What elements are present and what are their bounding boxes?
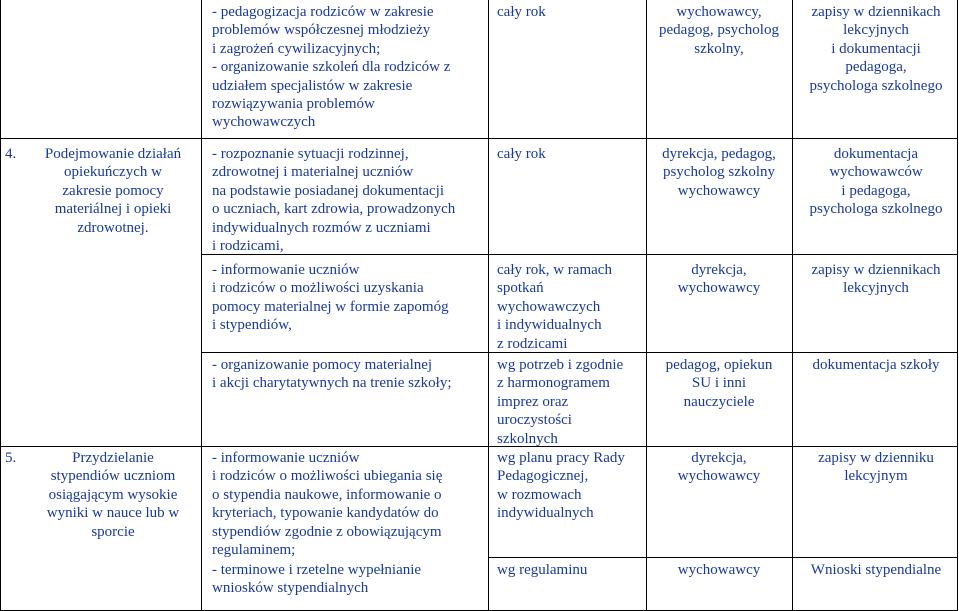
row4-sub1-activity: - rozpoznanie sytuacji rodzinnej, zdrowotnej i materialnej uczniów na podstawie posiadanej dokumentacji o uczniach, kart zdrowia, prowadzonych indywidualnych rozmów z uczniami i rodzicami, (212, 146, 456, 255)
row5-task: Przydzielanie stypendiów uczniom osiągającym wysokie wyniki w nauce lub w sporcie (46, 450, 180, 540)
row5-sub2-activity: - terminowe i rzetelne wypełnianie wniosków stypendialnych (212, 562, 422, 597)
table-divider-3 (646, 0, 647, 611)
row4-sub2-activity: - informowanie uczniów i rodziców o możliwości uzyskania pomocy materialnej w formie zapomóg i stypendiów, (212, 262, 449, 334)
row5-sub1-docs: zapisy w dzienniku lekcyjnym (818, 450, 934, 485)
row5-sub2-docs: Wnioski stypendialne (810, 562, 942, 578)
row5-number: 5. (5, 450, 17, 466)
row4-sub3-term: wg potrzeb i zgodnie z harmonogramem imprez oraz uroczystości szkolnych (497, 357, 624, 447)
top-term-cell: cały rok (497, 4, 546, 20)
row4-number: 4. (5, 146, 17, 162)
row4-sub2-docs: zapisy w dziennikach lekcyjnych (811, 262, 941, 297)
row5-sub1-activity: - informowanie uczniów i rodziców o możliwości ubiegania się o stypendia naukowe, informowanie o kryteriach, typowanie kandydatów do stypendiów zgodnie z obowiązującym regulaminem; (212, 450, 443, 559)
row4-sub2-term: cały rok, w ramach spotkań wychowawczych i indywidualnych z rodzicami (497, 262, 612, 352)
row5-sub2-responsible: wychowawcy (677, 562, 761, 578)
row5-sub1-term: wg planu pracy Rady Pedagogicznej, w rozmowach indywidualnych (497, 450, 625, 522)
row5-sub2-term: wg regulaminu (497, 562, 588, 578)
table-divider-4 (792, 0, 793, 611)
row4-sub1-term: cały rok (497, 146, 546, 162)
row-divider-top (0, 138, 958, 139)
row4-sub1-docs: dokumentacja wychowawców i pedagoga, psychologa szkolnego (809, 146, 943, 218)
row4-sub1-responsible: dyrekcja, pedagog, psycholog szkolny wychowawcy (662, 146, 776, 199)
row4-sub3-activity: - organizowanie pomocy materialnej i akcji charytatywnych na trenie szkoły; (212, 357, 452, 392)
row-divider-row5 (0, 446, 958, 447)
top-responsible-cell: wychowawcy, pedagog, psycholog szkolny, (659, 4, 779, 57)
row4-sub3-docs: dokumentacja szkoły (812, 357, 940, 373)
row4-sub3-responsible: pedagog, opiekun SU i inni nauczyciele (665, 357, 773, 410)
table-border-right (957, 0, 958, 611)
table-divider-1 (201, 0, 202, 611)
row-divider-sub-3 (488, 557, 958, 558)
row5-sub1-responsible: dyrekcja, wychowawcy (677, 450, 761, 485)
row4-task: Podejmowanie działań opiekuńczych w zakresie pomocy materiálnej i opieki zdrowotnej. (44, 146, 182, 236)
row4-sub2-responsible: dyrekcja, wychowawcy (677, 262, 761, 297)
top-activities-cell: - pedagogizacja rodziców w zakresie problemów współczesnej młodzieży i zagrożeń cywilizacyjnych; - organizowanie szkoleń dla rodziców z udziałem specjalistów w zakresie rozwiązywania problemów wychowawczych (212, 4, 451, 131)
table-border-left (0, 0, 1, 611)
table-divider-2 (488, 0, 489, 611)
top-docs-cell: zapisy w dziennikach lekcyjnych i dokumentacji pedagoga, psychologa szkolnego (809, 4, 943, 94)
